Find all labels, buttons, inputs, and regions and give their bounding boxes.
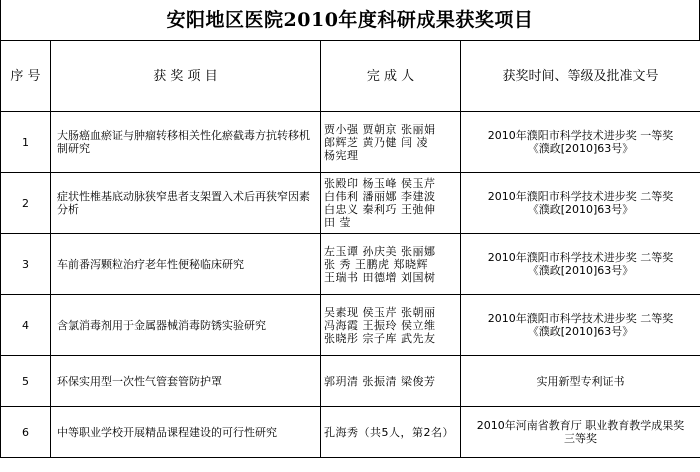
row-number: 3 — [1, 234, 51, 295]
team-members-line: 吴素现 侯玉芹 张朝丽 — [324, 305, 436, 319]
award-details-line: 《濮政[2010]63号》 — [527, 142, 634, 155]
award-details — [461, 356, 700, 407]
team-members-line: 张殿印 杨玉峰 侯玉芹 — [324, 177, 436, 190]
team-members-line: 白伟利 潘丽娜 李建波 — [324, 190, 436, 203]
team-members-line: 冯海霞 王振玲 侯立维 — [324, 318, 436, 332]
award-details-line: 2010年濮阳市科学技术进步奖 二等奖 — [487, 312, 674, 325]
project-name: 环保实用型一次性气管套管防护罩 — [51, 356, 321, 407]
award-details-line: 2010年濮阳市科学技术进步奖 二等奖 — [487, 251, 674, 264]
team-members-line: 张晓彤 宗子库 武先友 — [324, 331, 436, 345]
table-header-row — [1, 41, 700, 112]
award-details — [461, 295, 700, 356]
team-members-line: 田 莹 — [324, 216, 351, 229]
award-details — [461, 112, 700, 173]
table-row — [1, 112, 700, 173]
project-name: 车前番泻颗粒治疗老年性便秘临床研究 — [51, 234, 321, 295]
row-number: 2 — [1, 173, 51, 234]
header-no: 序 号 — [1, 41, 51, 112]
award-details-line: 《濮政[2010]63号》 — [527, 203, 634, 216]
table-body — [1, 112, 700, 458]
team-members-line: 白忠义 秦利巧 王弛伸 — [324, 203, 436, 216]
team-members-line: 孔海秀（共5人，第2名） — [324, 425, 454, 439]
table-row — [1, 234, 700, 295]
team-members-line: 贾小强 贾朝京 张丽娟 — [324, 122, 436, 136]
award-details — [461, 234, 700, 295]
table-row — [1, 407, 700, 458]
row-number: 1 — [1, 112, 51, 173]
team-members — [321, 295, 461, 356]
award-details-line: 2010年濮阳市科学技术进步奖 一等奖 — [487, 129, 674, 142]
awards-table — [0, 40, 700, 458]
table-row — [1, 295, 700, 356]
award-details-line: 三等奖 — [564, 432, 597, 445]
award-details-line: 《濮政[2010]63号》 — [527, 264, 634, 277]
team-members — [321, 407, 461, 458]
award-details-line: 2010年河南省教育厅 职业教育教学成果奖 — [476, 419, 685, 432]
header-project: 获 奖 项 目 — [51, 41, 321, 112]
project-name: 症状性椎基底动脉狭窄患者支架置入术后再狭窄因素分析 — [51, 173, 321, 234]
team-members — [321, 112, 461, 173]
row-number: 5 — [1, 356, 51, 407]
project-name: 含氯消毒剂用于金属器械消毒防锈实验研究 — [51, 295, 321, 356]
team-members-line: 郎辉芝 黄乃健 闫 凌 — [324, 135, 428, 149]
row-number: 4 — [1, 295, 51, 356]
project-name: 中等职业学校开展精品课程建设的可行性研究 — [51, 407, 321, 458]
award-details-line: 2010年濮阳市科学技术进步奖 二等奖 — [487, 190, 674, 203]
award-details-line: 实用新型专利证书 — [536, 374, 625, 388]
table-row — [1, 356, 700, 407]
header-award: 获奖时间、等级及批准文号 — [461, 41, 700, 112]
team-members — [321, 356, 461, 407]
team-members-line: 杨宪理 — [324, 148, 359, 162]
table-row — [1, 173, 700, 234]
project-name: 大肠癌血瘀证与肿瘤转移相关性化瘀截毒方抗转移机制研究 — [51, 112, 321, 173]
team-members — [321, 173, 461, 234]
award-details — [461, 173, 700, 234]
team-members-line: 张 秀 王鹏虎 郑晓辉 — [324, 257, 428, 271]
team-members — [321, 234, 461, 295]
header-people: 完 成 人 — [321, 41, 461, 112]
team-members-line: 郭玥清 张振清 梁俊芳 — [324, 374, 436, 388]
team-members-line: 王瑞书 田德增 刘国树 — [324, 270, 436, 284]
page-title: 安阳地区医院2010年度科研成果获奖项目 — [0, 0, 700, 40]
award-details-line: 《濮政[2010]63号》 — [527, 325, 634, 338]
row-number: 6 — [1, 407, 51, 458]
team-members-line: 左玉谭 孙庆美 张丽娜 — [324, 244, 436, 258]
award-details — [461, 407, 700, 458]
